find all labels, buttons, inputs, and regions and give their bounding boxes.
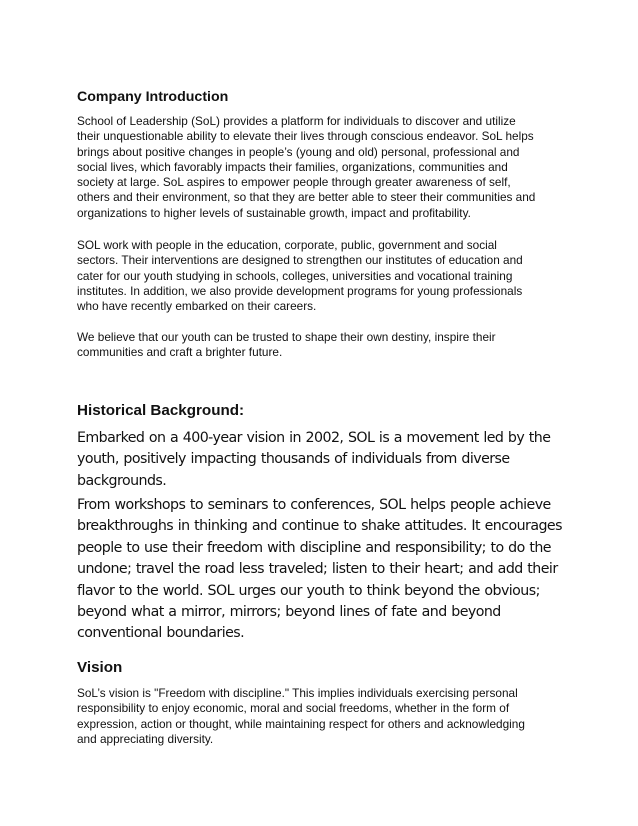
vision-heading: Vision [77, 659, 123, 676]
text-line: undone; travel the road less traveled; listen to their heart; and add their [77, 561, 558, 578]
text-line: breakthroughs in thinking and continue to shake attitudes. It encourages [77, 518, 562, 535]
text-line: expression, action or thought, while maintaining respect for others and acknowledging [77, 716, 525, 731]
text-line: brings about positive changes in people’s (young and old) personal, professional and [77, 144, 520, 159]
text-line: society at large. SoL aspires to empower people through greater awareness of self, [77, 175, 511, 189]
historical-background-paragraph-2 [77, 495, 567, 645]
text-line: responsibility to enjoy economic, moral and social freedoms, whether in the form of [77, 701, 510, 716]
text-line: SOL work with people in the education, corporate, public, government and social [77, 238, 497, 252]
text-line: their unquestionable ability to elevate their lives through conscious endeavor. SoL helps [77, 129, 534, 144]
company-introduction-paragraph-3 [77, 330, 567, 361]
text-line: youth, positively impacting thousands of individuals from diverse [77, 451, 510, 468]
historical-background-paragraph-1 [77, 428, 567, 492]
text-line: From workshops to seminars to conferences, SOL helps people achieve [77, 497, 551, 513]
text-line: organizations to higher levels of sustainable growth, impact and profitability. [77, 205, 471, 220]
text-line: and appreciating diversity. [77, 731, 214, 746]
text-line: cater for our youth studying in schools, colleges, universities and vocational training [77, 268, 513, 283]
text-line: beyond what a mirror, mirrors; beyond lines of fate and beyond [77, 604, 501, 621]
text-line: communities and craft a brighter future. [77, 345, 283, 360]
text-line: social lives, which favorably impacts their families, organizations, communities and [77, 159, 508, 174]
text-line: SoL’s vision is "Freedom with discipline." This implies individuals exercising personal [77, 686, 518, 700]
text-line: sectors. Their interventions are designed to strengthen our institutes of education and [77, 253, 523, 268]
company-introduction-paragraph-2 [77, 238, 567, 314]
text-line: institutes. In addition, we also provide development programs for young professionals [77, 283, 523, 298]
text-line: who have recently embarked on their careers. [77, 299, 317, 313]
vision-paragraph-1 [77, 686, 567, 747]
text-line: backgrounds. [77, 472, 167, 489]
text-line: conventional boundaries. [77, 625, 245, 642]
text-line: flavor to the world. SOL urges our youth to think beyond the obvious; [77, 582, 540, 599]
historical-background-heading: Historical Background: [77, 402, 245, 419]
text-line: School of Leadership (SoL) provides a platform for individuals to discover and utilize [77, 114, 516, 128]
text-line: Embarked on a 400-year vision in 2002, SOL is a movement led by the [77, 430, 551, 446]
company-introduction-paragraph-1 [77, 114, 567, 221]
text-line: We believe that our youth can be trusted to shape their own destiny, inspire their [77, 330, 496, 344]
text-line: people to use their freedom with discipline and responsibility; to do the [77, 539, 551, 556]
company-introduction-heading: Company Introduction [77, 89, 229, 105]
text-line: others and their environment, so that they are better able to steer their communities and [77, 190, 536, 205]
